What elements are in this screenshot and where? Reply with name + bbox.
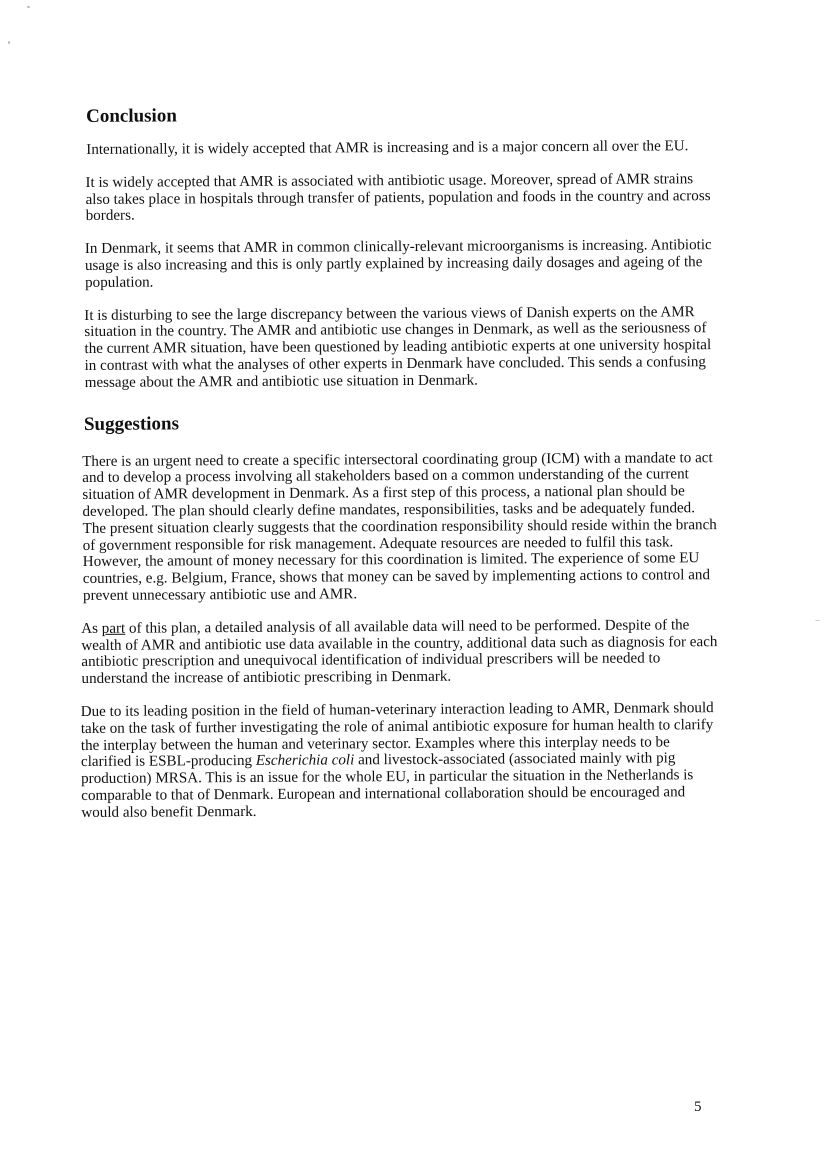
species-name: Escherichia coli: [255, 752, 355, 770]
suggestions-paragraph-3: Due to its leading position in the field of human-veterinary interaction leading to AMR, Denmark should take on the task of further investigating the role of animal antibiotic exposure for human health to clarify the interplay between the human and veterinary sector. Examples where this interplay needs to be clarified is ESBL-producing Escherichia coli and livestock-associated (associated mainly with pig production) MRSA. This is an issue for the whole EU, in particular the situation in the Netherlands is comparable to that of Denmark. European and international collaboration should be encouraged and would also benefit Denmark.: [80, 700, 714, 821]
scan-artifact: [8, 41, 10, 44]
conclusion-paragraph-4: It is disturbing to see the large discrepancy between the various views of Danish experts on the AMR situation in the country. The AMR and antibiotic use changes in Denmark, as well as the seriousness of the current AMR situation, have been questioned by leading antibiotic experts at one university hospital in contrast with what the analyses of other experts in Denmark have concluded. This sends a confusing message about the AMR and antibiotic use situation in Denmark.: [84, 303, 712, 391]
page-number: 5: [694, 1099, 702, 1115]
conclusion-paragraph-3: In Denmark, it seems that AMR in common clinically-relevant microorganisms is increasing. Antibiotic usage is also increasing and this is only partly explained by increasing daily dosages and ageing of the population.: [84, 237, 712, 291]
conclusion-paragraph-1: Internationally, it is widely accepted that AMR is increasing and is a major concern all over the EU.: [86, 138, 689, 158]
scan-artifact: [815, 620, 820, 621]
document-body: [78, 102, 722, 821]
suggestions-paragraph-2: As part of this plan, a detailed analysis of all available data will need to be performed. Despite of the wealth of AMR and antibiotic use data available in the country, additional data such as diagnosis for each antibiotic prescription and unequivocal identification of individual prescribers will be needed to understand the increase of antibiotic prescribing in Denmark.: [81, 617, 718, 688]
underlined-word: part: [101, 620, 126, 637]
suggestions-paragraph-1: There is an urgent need to create a specific intersectoral coordinating group (ICM) with a mandate to act and to develop a process involving all stakeholders based on a common understanding of the current situation of AMR development in Denmark. As a first step of this process, a national plan should be developed. The plan should clearly define mandates, responsibilities, tasks and be adequately funded. The present situation clearly suggests that the coordination responsibility should reside within the branch of government responsible for risk management. Adequate resources are needed to fulfil this task. However, the amount of money necessary for this coordination is limited. The experience of some EU countries, e.g. Belgium, France, shows that money can be saved by implementing actions to control and prevent unnecessary antibiotic use and AMR.: [82, 449, 717, 604]
scan-artifact: [27, 6, 30, 8]
conclusion-paragraph-2: It is widely accepted that AMR is associated with antibiotic usage. Moreover, spread of AMR strains also takes place in hospitals through transfer of patients, population and foods in the country and across borders.: [85, 171, 711, 225]
suggestions-heading: Suggestions: [83, 412, 180, 435]
conclusion-heading: Conclusion: [85, 105, 177, 127]
